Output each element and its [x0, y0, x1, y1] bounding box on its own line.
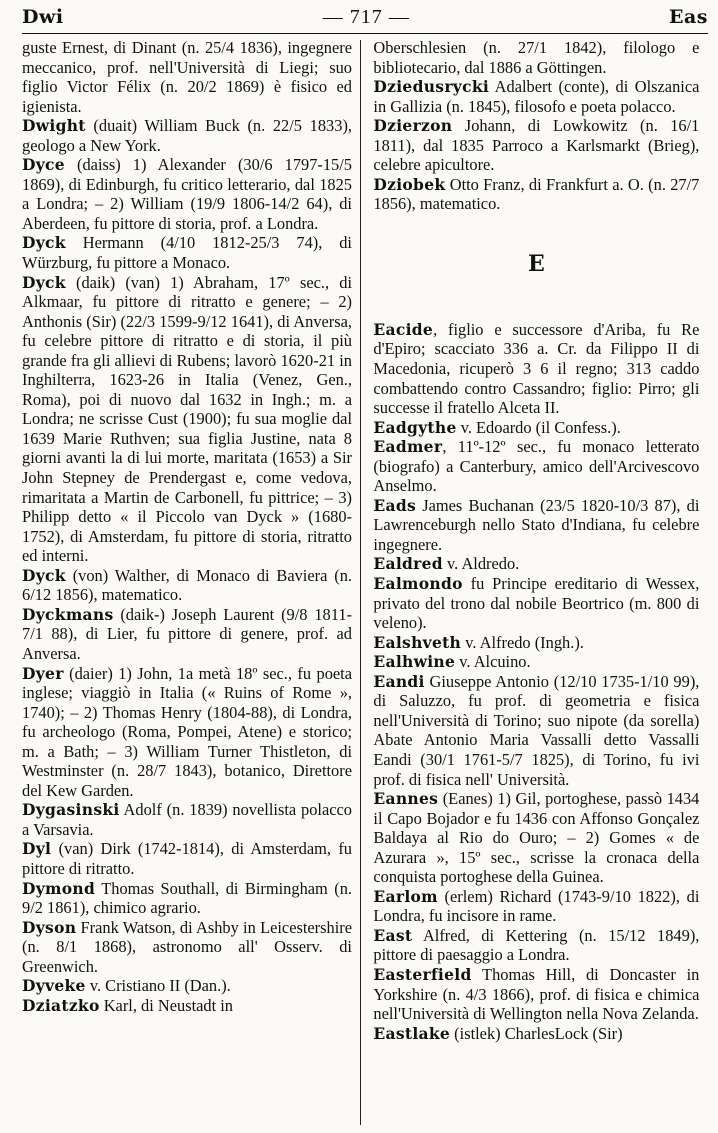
entry-text: v. Alfredo (Ingh.). [461, 632, 584, 652]
entry-headword: Eadgythe [373, 417, 457, 437]
section-letter: E [528, 250, 545, 277]
dictionary-entry [373, 926, 699, 965]
dictionary-entry [373, 633, 699, 653]
entry-text: Thomas Hill, di Doncaster in Yorkshire (n. 4/3 1866), prof. di fisica e chimica nell'Università di Wellington nella Nova Zelanda. [373, 964, 700, 1024]
entry-text: (Eanes) 1) Gil, portoghese, passò 1434 il Capo Bojador e fu 1436 con Affonso Gonçalez Baldaya al Rio do Ouro; – 2) Gomes « de Azurara », 15º sec., scrisse la cronaca della conquista portoghese della Guinea. [373, 789, 700, 887]
entry-headword: Eannes [373, 789, 439, 809]
entry-text: (duait) William Buck (n. 22/5 1833), geologo a New York. [22, 116, 352, 155]
dictionary-entry [22, 155, 352, 233]
entry-text: Alfred, di Kettering (n. 15/12 1849), pittore di paesaggio a Londra. [373, 925, 700, 965]
dictionary-entry [373, 496, 699, 555]
entry-text: v. Aldredo. [442, 554, 520, 574]
dictionary-entry [22, 976, 352, 996]
entry-headword: Easterfield [373, 964, 472, 984]
dictionary-entry [22, 918, 352, 977]
entry-text: (erlem) Richard (1743-9/10 1822), di Londra, fu incisore in rame. [373, 886, 700, 926]
page-number: — 717 — [322, 5, 410, 28]
entry-headword: Dzierzon [373, 116, 453, 136]
entry-text: Johann, di Lowkowitz (n. 16/1 1811), dal 1835 Parroco a Karlsmarkt (Brieg), celebre apicultore. [373, 116, 700, 175]
entry-text: (von) Walther, di Monaco di Baviera (n. 6/12 1856), matematico. [22, 565, 352, 605]
entry-headword: Dwight [22, 116, 86, 136]
dictionary-entry [373, 38, 699, 77]
entry-text: , 11º-12º sec., fu monaco letterato (biografo) a Canterbury, amico dell'Arcivescovo Anselmo. [373, 437, 700, 496]
entry-headword: Eacide [373, 319, 434, 339]
entry-text: Karl, di Neustadt in [99, 995, 233, 1015]
dictionary-entry [373, 554, 699, 574]
right-running-head: Eas [669, 6, 708, 28]
text-columns [22, 38, 708, 1133]
entry-text: fu Principe ereditario di Wessex, privato del trono dal nobile Beortrico (m. 800 di veleno). [373, 574, 700, 633]
dictionary-entry [373, 887, 699, 926]
entry-text: (istlek) CharlesLock (Sir) [450, 1023, 623, 1043]
left-running-head: Dwi [22, 6, 64, 28]
entry-headword: Dyck [22, 233, 66, 253]
entry-text: v. Edoardo (il Confess.). [456, 417, 621, 437]
entry-headword: Dyer [22, 663, 64, 683]
dictionary-entry [373, 418, 699, 438]
entry-headword: Dziedusrycki [373, 77, 490, 97]
entry-headword: Eastlake [373, 1023, 451, 1043]
dictionary-entry [373, 574, 699, 633]
dictionary-entry [373, 437, 699, 496]
dictionary-entry [22, 233, 352, 272]
dictionary-entry [22, 38, 352, 116]
entry-headword: Dyckmans [22, 604, 114, 624]
entry-headword: Dyck [22, 565, 66, 585]
entry-headword: Eads [373, 495, 417, 515]
right-column [361, 38, 699, 1133]
entry-text: v. Cristiano II (Dan.). [85, 976, 231, 996]
dictionary-entry [373, 965, 699, 1024]
entry-text: Adalbert (conte), di Olszanica in Gallizia (n. 1845), filosofo e poeta polacco. [373, 77, 700, 116]
dictionary-entry [373, 116, 699, 175]
dictionary-entry [22, 664, 352, 801]
entry-headword: Dygasinski [22, 800, 120, 820]
entry-headword: Dziobek [373, 174, 446, 194]
entry-text: (daiss) 1) Alexander (30/6 1797-15/5 1869), di Edinburgh, fu critico letterario, dal 1825 a Londra; – 2) William (19/9 1806-14/2 64), di Aberdeen, fu pittore di storia, prof. a Londra. [22, 155, 352, 233]
entry-text: Oberschlesien (n. 27/1 1842), filologo e bibliotecario, dal 1886 a Göttingen. [373, 38, 700, 77]
entry-text: Frank Watson, di Ashby in Leicestershire (n. 8/1 1868), astronomo all' Osserv. di Greenwich. [22, 917, 352, 976]
entry-headword: Eandi [373, 671, 425, 691]
entry-text: , figlio e successore d'Ariba, fu Re d'Epiro; scacciato 336 a. Cr. da Filippo II di Macedonia, ricuperò 3 6 il regno; 313 caddo combattendo contro Cassandro; figlio: Pirro; gli successe il fratello Alceta II. [373, 319, 700, 418]
dictionary-entry [22, 566, 352, 605]
entry-headword: Dyson [22, 917, 77, 937]
entry-text: Hermann (4/10 1812-25/3 74), di Würzburg, fu pittore a Monaco. [22, 233, 352, 273]
entry-text: (daier) 1) John, 1a metà 18º sec., fu poeta inglese; viaggiò in Italia (« Ruins of Rome », 1740); – 2) Thomas Henry (1804-88), di Londra, fu archeologo (Roma, Pompei, Atene) e storico; m. a Bath; – 3) William Turner Thistleton, di Westminster (n. 28/7 1843), botanico, Direttore del Kew Garden. [22, 663, 352, 800]
entry-headword: Dziatzko [22, 995, 100, 1015]
dictionary-entry [373, 175, 699, 214]
entry-headword: Ealdred [373, 554, 443, 574]
dictionary-entry [22, 800, 352, 839]
left-column [22, 38, 360, 1133]
dictionary-entry [22, 116, 352, 155]
page-header [22, 3, 708, 31]
entry-text: (daik-) Joseph Laurent (9/8 1811-7/1 88), di Lier, fu pittore di genere, prof. ad Anversa. [22, 604, 352, 663]
entry-text: guste Ernest, di Dinant (n. 25/4 1836), ingegnere meccanico, prof. nell'Università di Liegi; suo figlio Victor Félix (n. 20/2 1869) è fisico ed igienista. [22, 38, 352, 116]
entry-headword: East [373, 925, 413, 945]
right-column-entries-e [373, 320, 699, 1043]
entry-text: Otto Franz, di Frankfurt a. O. (n. 27/7 1856), matematico. [373, 174, 700, 214]
entry-text: v. Alcuino. [455, 652, 531, 672]
right-column-entries-d [373, 38, 699, 214]
dictionary-entry [22, 996, 352, 1016]
dictionary-entry [22, 879, 352, 918]
dictionary-entry [22, 839, 352, 878]
entry-headword: Ealhwine [373, 652, 456, 672]
entry-text: Thomas Southall, di Birmingham (n. 9/2 1861), chimico agrario. [22, 878, 352, 918]
entry-headword: Dyce [22, 155, 65, 175]
entry-text: Adolf (n. 1839) novellista polacco a Varsavia. [22, 800, 352, 839]
entry-text: Giuseppe Antonio (12/10 1735-1/10 99), di Saluzzo, fu prof. di geometria e fisica nell'Università di Torino; suo nipote (da sorella) Abate Antonio Maria Vassalli detto Vassalli Eandi (30/1 1761-5/7 1825), di Torino, fu ivi prof. di fisica nell' Università. [373, 671, 700, 789]
entry-headword: Dyl [22, 839, 52, 859]
entry-text: James Buchanan (23/5 1820-10/3 87), di Lawrenceburgh nello Stato d'Indiana, fu celebre ingegnere. [373, 495, 700, 554]
dictionary-entry [373, 652, 699, 672]
entry-headword: Earlom [373, 886, 438, 906]
dictionary-entry [373, 789, 699, 887]
dictionary-entry [22, 273, 352, 566]
dictionary-entry [373, 77, 699, 116]
entry-text: (van) Dirk (1742-1814), di Amsterdam, fu pittore di ritratto. [22, 839, 352, 878]
entry-headword: Dyck [22, 272, 66, 292]
dictionary-entry [373, 1024, 699, 1044]
entry-headword: Dyveke [22, 976, 86, 996]
entry-headword: Ealshveth [373, 632, 462, 652]
dictionary-entry [22, 605, 352, 664]
entry-headword: Eadmer [373, 437, 443, 457]
header-rule [22, 33, 708, 34]
dictionary-entry [373, 320, 699, 418]
entry-text: (daik) (van) 1) Abraham, 17º sec., di Alkmaar, fu pittore di ritratto e genere; – 2) Anthonis (Sir) (22/3 1599-9/12 1641), di Anversa, fu celebre pittore di ritratto e di storia, il più grande fra gli allievi di Rubens; lavorò 1620-21 in Inghilterra, 1623-26 in Italia (Venez, Gen., Roma), poi di nuovo dal 1632 in Ingh.; m. a Londra; ne scrisse Cust (1900); fu sua moglie dal 1639 Marie Ruthven; sua figlia Justine, nata 8 giorni avanti la di lui morte, maritata (1653) a Sir John Stepney de Prendergast e, come vedova, rimaritata a Martin de Carbonell, fu pittrice; – 3) Philipp detto « il Piccolo van Dyck » (1680-1752), di Amsterdam, fu pittore di storia, ritratto ed interni. [22, 272, 352, 566]
entry-headword: Dymond [22, 878, 96, 898]
entry-headword: Ealmondo [373, 574, 463, 594]
dictionary-entry [373, 672, 699, 789]
